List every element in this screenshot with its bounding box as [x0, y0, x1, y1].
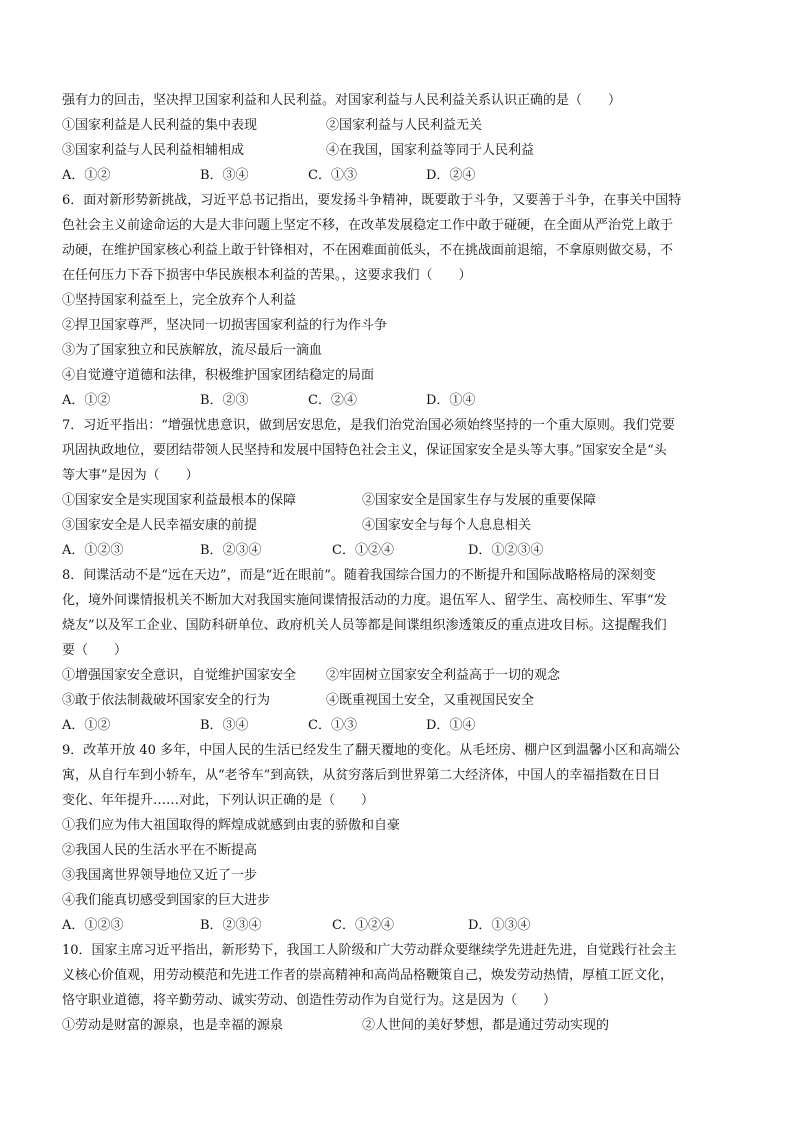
q7-stem-line-2: 巩固执政地位，要团结带领人民坚持和发展中国特色社会主义，保证国家安全是头等大事。”国家安全是“头 [62, 443, 667, 458]
q9-answer-a[interactable]: A．①②③ [62, 918, 124, 933]
q8-answer-c[interactable]: C．①③ [308, 718, 357, 733]
q8-answers [62, 713, 738, 738]
q5-option-4: ④在我国，国家利益等同于人民利益 [326, 143, 535, 158]
q8-option-4: ④既重视国土安全，又重视国民安全 [326, 693, 535, 708]
q8-option-3: ③敢于依法制裁破坏国家安全的行为 [62, 693, 271, 708]
q8-stem-line-4: 要（ ） [62, 643, 128, 658]
q8-answer-a[interactable]: A．①② [62, 718, 111, 733]
q6-answer-b[interactable]: B．②③ [200, 393, 249, 408]
q6-answer-c[interactable]: C．②④ [308, 393, 357, 408]
q8-option-1: ①增强国家安全意识，自觉维护国家安全 [62, 668, 297, 683]
q5-options-row-2 [62, 138, 738, 163]
q7-option-1: ①国家安全是实现国家利益最根本的保障 [62, 493, 297, 508]
q6-option-3: ③为了国家独立和民族解放，流尽最后一滴血 [62, 343, 323, 358]
q5-options-row-1 [62, 113, 738, 138]
exam-page [62, 88, 738, 1038]
q6-answer-a[interactable]: A．①② [62, 393, 111, 408]
q9-answer-b[interactable]: B．②③④ [200, 918, 262, 933]
q5-answer-d[interactable]: D．②④ [426, 168, 476, 183]
q9-answers [62, 913, 738, 938]
q7-option-3: ③国家安全是人民幸福安康的前提 [62, 518, 258, 533]
q6-stem-line-2: 色社会主义前途命运的大是大非问题上坚定不移，在改革发展稳定工作中敢于碰硬，在全面从严治党上敢于 [62, 218, 674, 233]
q9-stem-line-3: 变化、年年提升……对此，下列认识正确的是（ ） [62, 793, 375, 808]
q8-stem-line-1: 8．间谍活动不是“远在天边”，而是“近在眼前”。随着我国综合国力的不断提升和国际战略格局的深刻变 [62, 568, 656, 583]
q7-stem-line-1: 7．习近平指出：“增强忧患意识，做到居安思危，是我们治党治国必须始终坚持的一个重大原则。我们党要 [62, 418, 675, 433]
q7-option-4: ④国家安全与每个人息息相关 [362, 518, 532, 533]
q8-stem-line-3: 烧友”以及军工企业、国防科研单位、政府机关人员等都是间谍组织渗透策反的重点进攻目标。这提醒我们 [62, 618, 667, 633]
q8-answer-b[interactable]: B．③④ [200, 718, 249, 733]
q8-options-row-1 [62, 663, 738, 688]
q10-option-2: ②人世间的美好梦想，都是通过劳动实现的 [362, 1018, 610, 1033]
q10-option-1: ①劳动是财富的源泉，也是幸福的源泉 [62, 1018, 284, 1033]
q7-answer-c[interactable]: C．①②④ [332, 543, 394, 558]
q10-options-row-1 [62, 1013, 738, 1038]
q9-stem-line-2: 寓，从自行车到小轿车，从“老爷车”到高铁，从贫穷落后到世界第二大经济体，中国人的幸福指数在日日 [62, 768, 661, 783]
q5-answer-b[interactable]: B．③④ [200, 168, 249, 183]
q7-answers [62, 538, 738, 563]
q6-answers [62, 388, 738, 413]
q8-option-2: ②牢固树立国家安全利益高于一切的观念 [326, 668, 561, 683]
q7-options-row-1 [62, 488, 738, 513]
q10-stem-line-2: 义核心价值观，用劳动模范和先进工作者的崇高精神和高尚品格鞭策自己，焕发劳动热情，厚植工匠文化， [62, 968, 674, 983]
q6-option-1: ①坚持国家利益至上，完全放弃个人利益 [62, 293, 297, 308]
q6-answer-d[interactable]: D．①④ [426, 393, 476, 408]
q9-answer-c[interactable]: C．①②④ [332, 918, 394, 933]
q7-options-row-2 [62, 513, 738, 538]
q6-stem-line-4: 在任何压力下吞下损害中华民族根本利益的苦果。，这要求我们（ ） [62, 268, 472, 283]
q5-option-2: ②国家利益与人民利益无关 [326, 118, 483, 133]
q9-stem-line-1: 9．改革开放 40 多年，中国人民的生活已经发生了翻天覆地的变化。从毛坯房、棚户区到温馨小区和高端公 [62, 743, 681, 758]
q9-option-4: ④我们能真切感受到国家的巨大进步 [62, 893, 271, 908]
q5-stem: 强有力的回击，坚决捍卫国家利益和人民利益。对国家利益与人民利益关系认识正确的是（ ） [62, 93, 622, 108]
q9-option-1: ①我们应为伟大祖国取得的辉煌成就感到由衷的骄傲和自豪 [62, 818, 401, 833]
q5-option-3: ③国家利益与人民利益相辅相成 [62, 143, 245, 158]
q7-answer-b[interactable]: B．②③④ [200, 543, 262, 558]
q6-stem-line-3: 动硬，在维护国家核心利益上敢于针锋相对，不在困难面前低头，不在挑战面前退缩，不拿原则做交易，不 [62, 243, 674, 258]
q9-option-3: ③我国离世界领导地位又近了一步 [62, 868, 258, 883]
q9-answer-d[interactable]: D．①③④ [468, 918, 531, 933]
q8-stem-line-2: 化，境外间谍情报机关不断加大对我国实施间谍情报活动的力度。退伍军人、留学生、高校师生、军事“发 [62, 593, 667, 608]
q8-options-row-2 [62, 688, 738, 713]
q10-stem-line-3: 恪守职业道德，将辛勤劳动、诚实劳动、创造性劳动作为自觉行为。这是因为（ ） [62, 993, 557, 1008]
q8-answer-d[interactable]: D．①④ [426, 718, 476, 733]
q7-answer-d[interactable]: D．①②③④ [468, 543, 544, 558]
q7-answer-a[interactable]: A．①②③ [62, 543, 124, 558]
q9-option-2: ②我国人民的生活水平在不断提高 [62, 843, 258, 858]
q10-stem-line-1: 10．国家主席习近平指出，新形势下，我国工人阶级和广大劳动群众要继续学先进赶先进，自觉践行社会主 [62, 943, 677, 958]
q5-option-1: ①国家利益是人民利益的集中表现 [62, 118, 258, 133]
q5-answer-c[interactable]: C．①③ [308, 168, 357, 183]
q7-stem-line-3: 等大事”是因为（ ） [62, 468, 199, 483]
q5-answer-a[interactable]: A．①② [62, 168, 111, 183]
q6-option-4: ④自觉遵守道德和法律，积极维护国家团结稳定的局面 [62, 368, 375, 383]
q5-answers [62, 163, 738, 188]
q6-option-2: ②捍卫国家尊严，坚决同一切损害国家利益的行为作斗争 [62, 318, 388, 333]
q7-option-2: ②国家安全是国家生存与发展的重要保障 [362, 493, 597, 508]
q6-stem-line-1: 6．面对新形势新挑战，习近平总书记指出，要发扬斗争精神，既要敢于斗争，又要善于斗争，在事关中国特 [62, 193, 682, 208]
